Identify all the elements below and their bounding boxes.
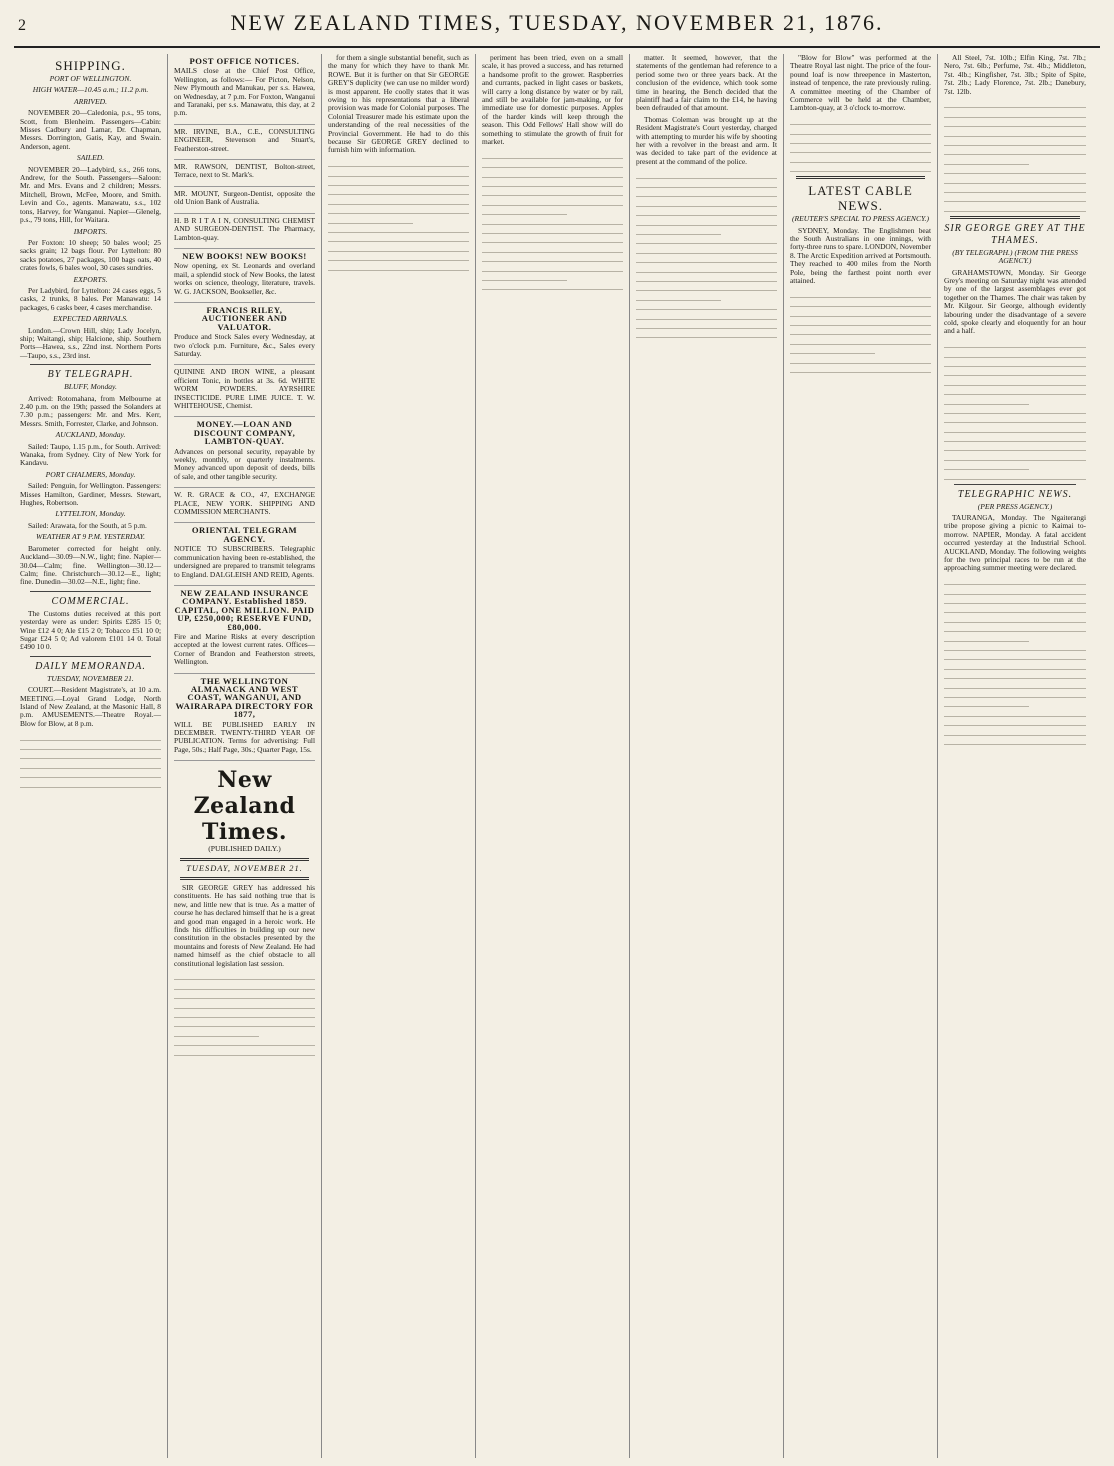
leader-date: TUESDAY, NOVEMBER 21. xyxy=(186,863,303,873)
column-text-filler xyxy=(944,576,1086,745)
weather-heading: WEATHER AT 9 P.M. YESTERDAY. xyxy=(35,532,146,542)
text-line-placeholder xyxy=(944,461,1029,470)
published-daily: (PUBLISHED DAILY.) xyxy=(208,844,281,854)
text-line-placeholder xyxy=(328,261,469,270)
cable-text: SYDNEY, Monday. The Englishmen beat the South Australians in one innings, with forty-three runs to spare. LONDON, November 8. The Arctic Expedition arrived at Portsmouth. They reached to 400 miles from the North Pole, being the farthest point north ever attained. xyxy=(790,225,931,286)
column-news-and-cables xyxy=(784,54,938,1458)
daily-date: TUESDAY, NOVEMBER 21. xyxy=(47,673,134,683)
text-line-placeholder xyxy=(944,376,1086,385)
text-line-placeholder xyxy=(636,301,777,310)
exports-heading: EXPORTS. xyxy=(73,274,108,284)
ad-post-office: POST OFFICE NOTICES. MAILS close at the Chief Post Office, Wellington, as follows:— For Picton, Nelson, New Plymouth and Manukau, per s.s. Hawea, on Wednesday, at 7 p.m. For Foxton, Wanganui and Taranaki, per s.s. Manawatu, this day, at 2 p.m. xyxy=(174,54,315,125)
text-line-placeholder xyxy=(944,451,1086,460)
bluff-heading: BLUFF, Monday. xyxy=(64,382,117,392)
divider xyxy=(30,656,151,657)
telegraphic-heading: TELEGRAPHIC NEWS. xyxy=(957,488,1073,500)
text-line-placeholder xyxy=(790,307,931,316)
text-line-placeholder xyxy=(790,354,931,363)
text-line-placeholder xyxy=(790,163,931,172)
text-line-placeholder xyxy=(944,642,1086,651)
text-line-placeholder xyxy=(328,214,413,223)
text-line-placeholder xyxy=(174,990,315,999)
text-line-placeholder xyxy=(944,576,1086,585)
column-text-filler xyxy=(328,158,469,271)
text-line-placeholder xyxy=(944,651,1086,660)
text-line-placeholder xyxy=(944,405,1086,414)
column-text-filler xyxy=(944,339,1086,480)
text-line-placeholder xyxy=(944,679,1086,688)
ad-insurance: NEW ZEALAND INSURANCE COMPANY. Established 1859. CAPITAL, ONE MILLION. PAID UP, £250,000; RESERVE FUND, £80,000. Fire and Marine Risks at every description accepted at the lowest current rates. Offices—Corner of Brandon and Featherston streets, Wellington. xyxy=(174,586,315,674)
expected-heading: EXPECTED ARRIVALS. xyxy=(53,314,128,324)
text-line-placeholder xyxy=(482,234,623,243)
text-line-placeholder xyxy=(636,320,777,329)
text-line-placeholder xyxy=(790,153,931,162)
text-line-placeholder xyxy=(944,339,1086,348)
cable-heading: LATEST CABLE NEWS. xyxy=(808,183,913,214)
lyttelton-text: Sailed: Arawata, for the South, at 5 p.m. xyxy=(28,520,147,530)
text-line-placeholder xyxy=(944,717,1086,726)
expected-text: London.—Crown Hill, ship; Lady Jocelyn, ship; Waitangi, ship; Halcione, ship. Southern Ports—Hawea, s.s., 22nd inst. Northern Ports—Taupo, s.s., 23rd inst. xyxy=(20,325,161,360)
tides-line: HIGH WATER—10.45 a.m.; 11.2 p.m. xyxy=(32,85,149,95)
text-line-placeholder xyxy=(482,187,623,196)
text-line-placeholder xyxy=(20,731,161,740)
commercial-text: The Customs duties received at this port yesterday were as under: Spirits £285 15 0; Wine £12 4 0; Ale £15 2 0; Tobacco £51 10 0; Sugar £24 5 0; Ad valorem £101 14 0. Total £490 10 0. xyxy=(20,608,161,652)
ad-almanack: THE WELLINGTON ALMANACK AND WEST COAST, WANGANUI, AND WAIRARAPA DIRECTORY FOR 1877, WILL BE PUBLISHED EARLY IN DECEMBER. TWENTY-THIRD YEAR OF PUBLICATION. Terms for advertising: Full Page, 50s.; Half Page, 30s.; Quarter Page, 15s. xyxy=(174,674,315,762)
text-line-placeholder xyxy=(482,272,567,281)
text-line-placeholder xyxy=(944,165,1086,174)
text-line-placeholder xyxy=(790,125,931,134)
divider xyxy=(30,591,151,592)
text-line-placeholder xyxy=(20,769,161,778)
text-line-placeholder xyxy=(636,226,721,235)
text-line-placeholder xyxy=(328,224,469,233)
text-line-placeholder xyxy=(790,317,931,326)
text-line-placeholder xyxy=(790,335,931,344)
column-leader-continued xyxy=(322,54,476,1458)
text-line-placeholder xyxy=(944,433,1086,442)
text-line-placeholder xyxy=(328,186,469,195)
text-line-placeholder xyxy=(944,118,1086,127)
text-line-placeholder xyxy=(944,414,1086,423)
text-line-placeholder xyxy=(944,660,1086,669)
text-line-placeholder xyxy=(174,1046,315,1055)
text-line-placeholder xyxy=(944,386,1086,395)
arrived-text: NOVEMBER 20—Caledonia, p.s., 95 tons, Scott, from Blenheim. Passengers—Cabin: Misses Cadbury and Lamar, Dr. Chapman, Messrs. Dorrington, Gatis, Kay, and Swain. Anderson, agent. xyxy=(20,108,161,151)
text-line-placeholder xyxy=(174,1018,315,1027)
text-line-placeholder xyxy=(328,158,469,167)
text-line-placeholder xyxy=(328,205,469,214)
text-line-placeholder xyxy=(944,395,1029,404)
port-title: PORT OF WELLINGTON. xyxy=(49,74,132,83)
divider xyxy=(954,484,1076,485)
ad-grace: W. R. GRACE & CO., 47, EXCHANGE PLACE, NEW YORK. SHIPPING AND COMMISSION MERCHANTS. xyxy=(174,488,315,523)
text-line-placeholder xyxy=(944,470,1086,479)
telegraph-heading: BY TELEGRAPH. xyxy=(47,369,134,381)
ad-money: MONEY.—LOAN AND DISCOUNT COMPANY, LAMBTON-QUAY. Advances on personal security, repayable by weekly, monthly, or quarterly instalments. Money advanced upon deposit of deeds, bills of sale, and other tangible security. xyxy=(174,417,315,488)
text-line-placeholder xyxy=(636,282,777,291)
leader-continued-text: for them a single substantial benefit, such as the many for which they have to thank Mr. ROWE. But it is further on that Sir GEORGE GREY'S duplicity (we can use no milder word) is most apparent. He coolly states that it was owing to his representations that a liberal provision was made for Colonial purposes. The Colonial Treasurer made his estimate upon the understanding of the real necessities of the Provincial Government. He had to do this because Sir GEORGE GREY declined to furnish him with information. xyxy=(328,54,469,155)
text-line-placeholder xyxy=(174,999,315,1008)
text-line-placeholder xyxy=(636,179,777,188)
text-line-placeholder xyxy=(944,127,1086,136)
text-line-placeholder xyxy=(944,174,1086,183)
text-line-placeholder xyxy=(944,707,1086,716)
sailed-text: NOVEMBER 20—Ladybird, s.s., 266 tons, Andrew, for the South. Passengers—Saloon: Mr. and Mrs. Evans and 2 children; Messrs. Mitchell, Brown, McFee, Moore, and Smith. Levin and Co., agents. Manawatu, s.s., 102 tons, Harvey, for Wanganui. Napier—Glenelg, p.s., 79 tons, Hill, for Waitara. xyxy=(20,164,161,225)
daily-text: COURT.—Resident Magistrate's, at 10 a.m. MEETING.—Loyal Grand Lodge, North Island of New Zealand, at the Masonic Hall, 8 p.m. AMUSEMENTS.—Theatre Royal.—Blow for Blow, at 8 p.m. xyxy=(20,685,161,728)
imports-heading: IMPORTS. xyxy=(73,226,108,236)
text-line-placeholder xyxy=(20,778,161,787)
telegraphic-text: TAURANGA, Monday. The Ngaiterangi tribe propose giving a picnic to Kaimai to-morrow. NAPIER, Monday. A fatal accident occurred yesterday at the Industrial School. AUCKLAND, Monday. The following weights for the two principal races to be run at the approaching summer meeting were declared. xyxy=(944,513,1086,573)
ad-riley: FRANCIS RILEY, AUCTIONEER AND VALUATOR. Produce and Stock Sales every Wednesday, at two o'clock p.m. Furniture, &c., Sales every Saturday. xyxy=(174,303,315,365)
text-line-placeholder xyxy=(482,281,623,290)
ad-irvine: MR. IRVINE, B.A., C.E., CONSULTING ENGINEER, Stevenson and Stuart's, Featherston-street. xyxy=(174,125,315,160)
text-line-placeholder xyxy=(174,971,315,980)
column-text-filler xyxy=(174,971,315,1056)
text-line-placeholder xyxy=(790,288,931,297)
text-line-placeholder xyxy=(790,345,875,354)
grey-heading: SIR GEORGE GREY AT THE THAMES. xyxy=(944,222,1086,246)
text-line-placeholder xyxy=(636,273,777,282)
text-line-placeholder xyxy=(482,262,623,271)
text-line-placeholder xyxy=(636,188,777,197)
column-text-filler xyxy=(482,149,623,290)
column-local-news xyxy=(630,54,784,1458)
port-chalmers-text: Sailed: Penguin, for Wellington. Passengers: Misses Hamilton, Gardiner, Messrs. Stewart, Hughes, Robertson. xyxy=(20,481,161,508)
fruit-article-text: periment has been tried, even on a small scale, it has proved a success, and has returned a handsome profit to the grower. Raspberries and currants, packed in light cases or baskets, will carry a long distance by water or by rail, and still be available for jam-making, or for immediate use for domestic purposes. Apples of the harder kinds will keep through the season. This Odd Fellows' Hall show will do something to stimulate the growth of fruit for market. xyxy=(482,54,623,147)
column-fruit-article xyxy=(476,54,630,1458)
text-line-placeholder xyxy=(328,233,469,242)
text-line-placeholder xyxy=(944,99,1086,108)
text-line-placeholder xyxy=(174,1037,315,1046)
weather-text: Barometer corrected for height only. Auckland—30.09—N.W., light; fine. Napier—30.04—Calm; fine. Wellington—30.12—Calm; fine. Christchurch—30.12—E., light; fine. Dunedin—30.02—N.E., light; fine. xyxy=(20,543,161,587)
ad-books: NEW BOOKS! NEW BOOKS! Now opening, ex St. Leonards and overland mail, a splendid stock of New Books, the latest works on science, theology, literature, travels. W. G. JACKSON, Bookseller, &c. xyxy=(174,249,315,303)
text-line-placeholder xyxy=(944,137,1086,146)
column-text-filler xyxy=(944,99,1086,212)
text-line-placeholder xyxy=(790,298,931,307)
text-line-placeholder xyxy=(944,595,1086,604)
text-line-placeholder xyxy=(20,741,161,750)
text-line-placeholder xyxy=(944,623,1086,632)
text-line-placeholder xyxy=(328,252,469,261)
text-line-placeholder xyxy=(636,216,777,225)
text-line-placeholder xyxy=(944,423,1086,432)
text-line-placeholder xyxy=(636,263,777,272)
text-line-placeholder xyxy=(482,215,623,224)
text-line-placeholder xyxy=(944,736,1086,745)
text-line-placeholder xyxy=(944,193,1086,202)
text-line-placeholder xyxy=(944,155,1029,164)
double-rule xyxy=(796,176,925,179)
cable-subheading: (REUTER'S SPECIAL TO PRESS AGENCY.) xyxy=(792,214,929,224)
column-telegrams xyxy=(938,54,1092,1458)
text-line-placeholder xyxy=(636,254,777,263)
grey-text: GRAHAMSTOWN, Monday. Sir George Grey's meeting on Saturday night was attended by one of the largest assemblages ever got together on the Thames. The chair was taken by Mr. Kilgour. Sir George, although evidently labouring under the disadvantage of a severe cold, spoke clearly and eloquently for an hour and a half. xyxy=(944,267,1086,336)
text-line-placeholder xyxy=(944,585,1086,594)
text-line-placeholder xyxy=(944,726,1086,735)
text-line-placeholder xyxy=(636,244,777,253)
shipping-heading: SHIPPING. xyxy=(55,58,126,73)
text-line-placeholder xyxy=(944,108,1086,117)
news-text: "Blow for Blow" was performed at the Theatre Royal last night. The price of the four-pound loaf is now threepence in Masterton, instead of tenpence, the rate previously ruling. A committee meeting of the Chamber of Commerce will be held at the Chamber, Lambton-quay, at 3 o'clock to-morrow. xyxy=(790,54,931,113)
column-text-filler xyxy=(636,169,777,338)
local-news-text: matter. It seemed, however, that the statements of the gentleman had reference to a period some two or three years back. At the conclusion of the evidence, which took some time in hearing, the Bench decided that the plaintiff had a fair claim to the £14, he having been defrauded of that amount. xyxy=(636,54,777,113)
double-rule xyxy=(180,877,309,880)
text-line-placeholder xyxy=(20,759,161,768)
daily-memoranda-heading: DAILY MEMORANDA. xyxy=(35,660,146,672)
text-line-placeholder xyxy=(636,169,777,178)
double-rule xyxy=(180,858,309,861)
newspaper-title: NEW ZEALAND TIMES, TUESDAY, NOVEMBER 21, 1876. xyxy=(230,10,884,35)
text-line-placeholder xyxy=(482,253,623,262)
text-line-placeholder xyxy=(636,197,777,206)
nameplate: New Zealand Times. xyxy=(193,767,296,846)
ad-britain: H. B R I T A I N, CONSULTING CHEMIST AND SURGEON-DENTIST. The Pharmacy, Lambton-quay. xyxy=(174,214,315,249)
text-line-placeholder xyxy=(790,364,931,373)
arrived-heading: ARRIVED. xyxy=(73,96,108,106)
text-line-placeholder xyxy=(636,310,777,319)
text-line-placeholder xyxy=(944,604,1086,613)
text-line-placeholder xyxy=(174,1009,315,1018)
text-line-placeholder xyxy=(944,689,1086,698)
text-line-placeholder xyxy=(174,1027,259,1036)
text-line-placeholder xyxy=(944,632,1029,641)
text-line-placeholder xyxy=(482,178,623,187)
exports-text: Per Ladybird, for Lyttelton: 24 cases eggs, 5 casks, 2 trunks, 8 bales. Per Manawatu: 14 packages, 6 casks beer, 4 cases merchandise. xyxy=(20,285,161,312)
leader-text: SIR GEORGE GREY has addressed his constituents. He has said nothing true that is new, and little new that is true. As a matter of course he has declared himself that he is a great and good man engaged in a heroic work. He finds his difficulties in building up our new constitution in the obstacles presented by the mountains and forests of New Zealand. He had named himself as the chief obstacle to all constitutional legislation last session. xyxy=(174,883,315,968)
text-line-placeholder xyxy=(328,195,469,204)
text-line-placeholder xyxy=(482,243,623,252)
text-line-placeholder xyxy=(482,206,567,215)
text-line-placeholder xyxy=(944,367,1086,376)
text-line-placeholder xyxy=(944,442,1086,451)
text-line-placeholder xyxy=(944,358,1086,367)
text-line-placeholder xyxy=(482,225,623,234)
text-line-placeholder xyxy=(328,177,469,186)
page-number-left: 2 xyxy=(18,17,26,34)
grey-subheading: (BY TELEGRAPH.) (FROM THE PRESS AGENCY.) xyxy=(952,247,1078,266)
text-line-placeholder xyxy=(790,135,931,144)
text-line-placeholder xyxy=(328,242,469,251)
ad-quinine: QUININE AND IRON WINE, a pleasant efficient Tonic, in bottles at 3s. 6d. WHITE WORM POWDERS. AYRSHIRE INSECTICIDE. PURE LIME JUICE. T. W. WHITEHOUSE, Chemist. xyxy=(174,365,315,417)
text-line-placeholder xyxy=(636,291,721,300)
port-chalmers-heading: PORT CHALMERS, Monday. xyxy=(45,469,136,479)
text-line-placeholder xyxy=(944,613,1086,622)
column-text-filler xyxy=(20,731,161,787)
text-line-placeholder xyxy=(482,196,623,205)
commercial-heading: COMMERCIAL. xyxy=(51,595,130,607)
telegraphic-subheading: (PER PRESS AGENCY.) xyxy=(977,501,1053,511)
text-line-placeholder xyxy=(636,207,777,216)
divider xyxy=(30,364,151,365)
column-text-filler xyxy=(790,116,931,172)
bluff-text: Arrived: Rotomahana, from Melbourne at 2.40 p.m. on the 19th; passed the Solanders at 7.30 p.m.; passengers: Mr. and Mrs. Kerr, Messrs. Smith, Forrester, Clarke, and Johnson. xyxy=(20,393,161,428)
text-line-placeholder xyxy=(944,698,1029,707)
text-line-placeholder xyxy=(790,144,931,153)
columns xyxy=(14,54,1100,1458)
sailed-heading: SAILED. xyxy=(76,153,105,163)
text-line-placeholder xyxy=(20,750,161,759)
column-advertisements xyxy=(168,54,322,1458)
text-line-placeholder xyxy=(944,184,1086,193)
lyttelton-heading: LYTTELTON, Monday. xyxy=(55,509,126,519)
racing-weights-text: All Steel, 7st. 10lb.; Elfin King, 7st. 7lb.; Nero, 7st. 6lb.; Perfume, 7st. 4lb.; Middleton, 7st. 4lb.; Kingfisher, 7st. 3lb.; Spite of Spite, 7st. 2lb.; Lady Florence, 7st. 2lb.; Danebury, 7st. 12lb. xyxy=(944,54,1086,96)
text-line-placeholder xyxy=(944,348,1086,357)
text-line-placeholder xyxy=(944,202,1086,211)
text-line-placeholder xyxy=(790,326,931,335)
column-shipping xyxy=(14,54,168,1458)
text-line-placeholder xyxy=(944,670,1086,679)
text-line-placeholder xyxy=(482,168,623,177)
text-line-placeholder xyxy=(790,116,931,125)
text-line-placeholder xyxy=(482,159,623,168)
text-line-placeholder xyxy=(482,149,623,158)
column-text-filler xyxy=(790,288,931,373)
text-line-placeholder xyxy=(328,167,469,176)
auckland-text: Sailed: Taupo, 1.15 p.m., for South. Arrived: Wanaka, from Sydney. City of New York for Kandavu. xyxy=(20,441,161,468)
masthead xyxy=(14,10,1100,48)
ad-rawson: MR. RAWSON, DENTIST, Bolton-street, Terrace, next to St. Mark's. xyxy=(174,160,315,187)
text-line-placeholder xyxy=(174,980,315,989)
double-rule xyxy=(950,216,1080,219)
text-line-placeholder xyxy=(944,146,1086,155)
text-line-placeholder xyxy=(636,329,777,338)
ad-telegram: ORIENTAL TELEGRAM AGENCY. NOTICE TO SUBSCRIBERS. Telegraphic communication having been re-established, the undersigned are prepared to transmit telegrams to England. DALGLEISH AND REID, Agents. xyxy=(174,523,315,585)
auckland-heading: AUCKLAND, Monday. xyxy=(55,430,126,440)
imports-text: Per Foxton: 10 sheep; 50 bales wool; 25 sacks grain; 12 bags flour. Per Lyttelton: 80 sacks potatoes, 27 packages, 100 bags oats, 40 crates fowls, 6 bales wool, 30 cases sundries. xyxy=(20,237,161,273)
magistrate-text: Thomas Coleman was brought up at the Resident Magistrate's Court yesterday, charged with attempting to murder his wife by shooting her with a revolver in the breast and arm. It was decided to take part of the evidence at present at the command of the police. xyxy=(636,114,777,166)
text-line-placeholder xyxy=(636,235,777,244)
ad-mount: MR. MOUNT, Surgeon-Dentist, opposite the old Union Bank of Australia. xyxy=(174,187,315,214)
